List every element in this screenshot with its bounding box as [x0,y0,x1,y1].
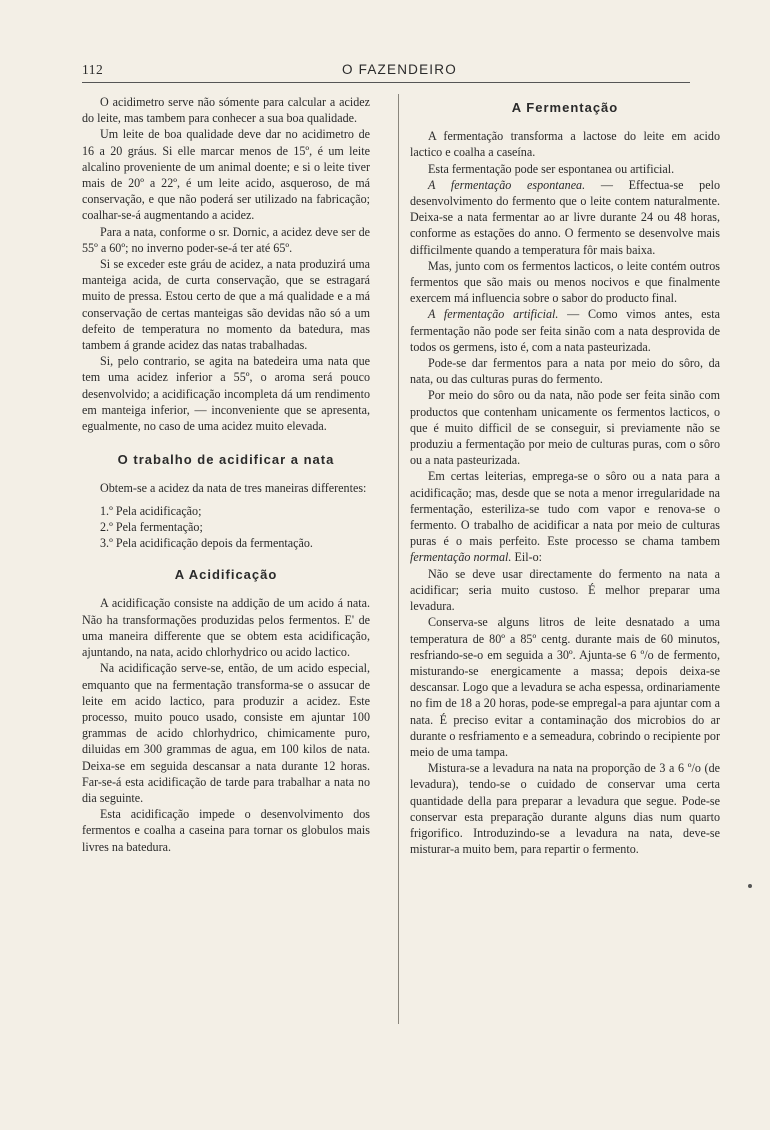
paragraph: Si, pelo contrario, se agita na batedeira uma nata que tem uma acidez inferior a 55º, o aroma será pouco desenvolvido; a acidificação incompleta dá um rendimento em manteiga inferior, — inconveniente que se apresenta, egualmente, no caso de uma acidez muito elevada. [82,354,370,434]
paragraph: Esta fermentação pode ser espontanea ou artificial. [428,161,675,176]
paragraph: O acidimetro serve não sómente para calcular a acidez do leite, mas tambem para conhecer a sua boa qualidade. [82,95,370,126]
paragraph: Por meio do sôro ou da nata, não pode ser feita sinão com productos que contenham unicamente os fermentos lacticos, o que é muito difficil de se conseguir, si previamente não se produziu a fermentação por meio de culturas puras, com o sôro ou a nata pasteurizada. [410,388,720,468]
paragraph: Mistura-se a levadura na nata na proporção de 3 a 6 º/o (de levadura), tendo-se o cuidado de conservar uma certa quantidade della para preparar a levadura que segue. Pode-se conservar esta preparação durante alguns dias num quarto frigorifico. Introduzindo-se a levadura na nata, deve-se misturar-a muito bem, para repartir o fermento. [410,761,720,857]
paragraph: Conserva-se alguns litros de leite desnatado a uma temperatura de 80º a 85º centg. durante mais de 60 minutos, resfriando-se-o em seguida a 30º. Ajunta-se 6 º/o de fermento, misturando-se energicamente a massa; depois deixa-se descansar. Logo que a levadura se acha espessa, ordinariamente no fim de 18 a 20 horas, pode-se empregal-a para ajuntar com a nata. É preciso evitar a contaminação dos microbios do ar durante o resfriamento e a semeadura, cobrindo o recipiente por meio de uma tampa. [410,615,720,759]
right-column [410,94,720,857]
italic-run: A fermentação artificial. [428,307,559,322]
section-heading-trabalho: O trabalho de acidificar a nata [117,452,335,468]
paragraph [410,177,720,258]
text-run: — Effectua-se pelo desenvolvimento do fermento que o leite contem naturalmente. Deixa-se a nata fermentar ao ar livre durante 24 ou 48 horas, conforme as estações do anno. O fermento se desenvolve mais difficilmente quando a temperatura fôr mais baixa. [410,177,720,257]
list-item: 1.º Pela acidificação; [100,503,202,518]
method-list [100,503,370,552]
list-item: 2.º Pela fermentação; [100,519,203,534]
italic-run: A fermentação espontanea. [428,177,586,192]
column-divider [398,94,399,1024]
list-item: 3.º Pela acidificação depois da fermentação. [100,536,313,551]
margin-mark [748,884,752,888]
paragraph: Para a nata, conforme o sr. Dornic, a acidez deve ser de 55º a 60º; no inverno poder-se-á ter até 65º. [82,224,370,255]
header-rule [82,82,690,83]
text-run: — Como vimos antes, esta fermentação não pode ser feita sinão com a nata desprovida de todos os germens, isto é, com a nata pasteurizada. [410,307,720,354]
page-header [82,62,690,80]
paragraph: Esta acidificação impede o desenvolvimento dos fermentos e coalha a caseina para tornar os globulos mais livres na batedura. [82,807,370,854]
paragraph: A acidificação consiste na addição de um acido á nata. Não ha transformações produzidas pelos fermentos. E' de uma maneira differente que se obtem esta acidificação, ajuntando, na nata, acido chlorhydrico ou acido lactico. [82,596,370,660]
paragraph: A fermentação transforma a lactose do leite em acido lactico e coalha a caseína. [410,129,720,160]
text-run: Em certas leiterias, emprega-se o sôro ou a nata para a acidificação; mas, desde que se nota a menor irregularidade na fermentação, esteriliza-se tudo com vapor e renova-se o fermento. O trabalho de acidificar a nata por meio de culturas puras é o mais perfeito. Este processo se chama tambem [410,469,720,549]
paragraph: Si se exceder este gráu de acidez, a nata produzirá uma manteiga acida, de curta conservação, que se estragará muito de pressa. Estou certo de que a má qualidade e a má conservação de certas manteigas são devidas não só a um defeito de temperatura no momento da batedura, mas tambem á grande acidez das natas trabalhadas. [82,257,370,353]
text-run: Eil-o: [511,550,543,565]
paragraph: Não se deve usar directamente do fermento na nata a acidificar; seria muito custoso. É melhor preparar uma levadura. [410,566,720,614]
paragraph [410,468,720,565]
paragraph: Mas, junto com os fermentos lacticos, o leite contém outros fermentos que são mais ou menos nocivos e que finalmente exercem má influencia sobre o sabor do producto final. [410,258,720,306]
paragraph [410,306,720,355]
paragraph: Pode-se dar fermentos para a nata por meio do sôro, da nata, ou das culturas puras do fermento. [410,356,720,387]
paragraph: Um leite de boa qualidade deve dar no acidimetro de 16 a 20 gráus. Si elle marcar menos de 15º, é um leite alcalino proveniente de um animal doente; e si o leite tiver mais de 20º a 22º, é um leite acido, asqueroso, de má conservação, e que não poderá ser utilizado na fabricação; coalhar-se-á augmentando a acidez. [82,127,370,223]
paragraph: Na acidificação serve-se, então, de um acido especial, emquanto que na fermentação transforma-se o assucar de leite em acido lactico, para produzir a acidez. Este processo, muito pouco usado, consiste em ajuntar 100 grammas de acido chlorhydrico, chimicamente puro, diluidas em 300 grammas de agua, em 100 kilos de nata. Deixa-se em seguida descansar a nata durante 12 horas. Far-se-á esta acidificação de tarde para trabalhar a nata no dia seguinte. [82,661,370,805]
section-heading-acidificacao: A Acidificação [174,567,278,583]
section-heading-fermentacao: A Fermentação [511,100,619,115]
italic-run: fermentação normal. [410,550,512,565]
paragraph: Obtem-se a acidez da nata de tres maneiras differentes: [100,481,367,496]
page-number: 112 [82,62,104,77]
left-column [82,94,370,855]
running-title: O FAZENDEIRO [342,62,457,77]
